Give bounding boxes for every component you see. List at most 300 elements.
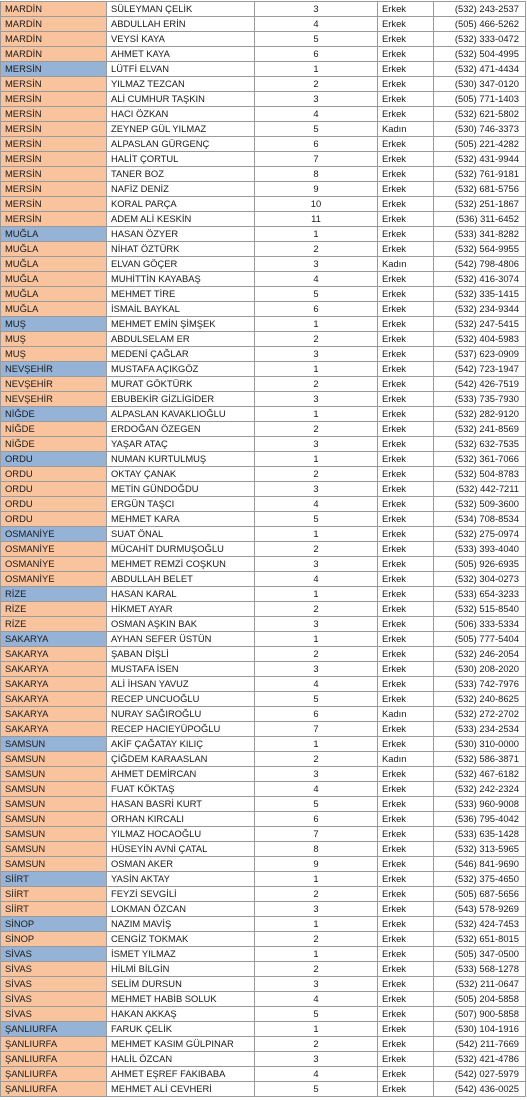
- table-row: [1, 602, 526, 617]
- table-row: [1, 572, 526, 587]
- city-cell: NEVŞEHİR: [1, 362, 107, 377]
- candidate-name-cell: NAZIM MAVİŞ: [107, 917, 255, 932]
- candidate-name-cell: AKİF ÇAĞATAY KILIÇ: [107, 737, 255, 752]
- phone-cell: (532) 375-4650: [434, 872, 526, 887]
- city-cell: SİVAS: [1, 962, 107, 977]
- phone-cell: (505) 466-5262: [434, 17, 526, 32]
- gender-cell: Erkek: [378, 527, 434, 542]
- gender-cell: Erkek: [378, 92, 434, 107]
- gender-cell: Erkek: [378, 842, 434, 857]
- phone-cell: (505) 347-0500: [434, 947, 526, 962]
- city-cell: SAMSUN: [1, 857, 107, 872]
- rank-cell: 5: [255, 122, 378, 137]
- table-row: [1, 17, 526, 32]
- table-row: [1, 962, 526, 977]
- phone-cell: (532) 681-5756: [434, 182, 526, 197]
- rank-cell: 3: [255, 257, 378, 272]
- table-row: [1, 557, 526, 572]
- gender-cell: Erkek: [378, 167, 434, 182]
- city-cell: SAMSUN: [1, 752, 107, 767]
- phone-cell: (532) 313-5965: [434, 842, 526, 857]
- city-cell: SAKARYA: [1, 692, 107, 707]
- table-row: [1, 782, 526, 797]
- city-cell: MARDİN: [1, 17, 107, 32]
- candidate-name-cell: ABDULSELAM ER: [107, 332, 255, 347]
- gender-cell: Kadın: [378, 752, 434, 767]
- candidate-name-cell: MURAT GÖKTÜRK: [107, 377, 255, 392]
- candidate-name-cell: CENGİZ TOKMAK: [107, 932, 255, 947]
- rank-cell: 1: [255, 587, 378, 602]
- gender-cell: Erkek: [378, 347, 434, 362]
- table-row: [1, 182, 526, 197]
- phone-cell: (532) 504-8783: [434, 467, 526, 482]
- rank-cell: 2: [255, 1037, 378, 1052]
- table-row: [1, 827, 526, 842]
- gender-cell: Erkek: [378, 437, 434, 452]
- gender-cell: Erkek: [378, 902, 434, 917]
- city-cell: SAMSUN: [1, 797, 107, 812]
- phone-cell: (505) 771-1403: [434, 92, 526, 107]
- city-cell: MARDİN: [1, 47, 107, 62]
- phone-cell: (532) 467-6182: [434, 767, 526, 782]
- gender-cell: Erkek: [378, 1067, 434, 1082]
- candidate-name-cell: HALİT ÇORTUL: [107, 152, 255, 167]
- gender-cell: Erkek: [378, 992, 434, 1007]
- table-row: [1, 617, 526, 632]
- rank-cell: 3: [255, 2, 378, 17]
- candidate-name-cell: VEYSİ KAYA: [107, 32, 255, 47]
- rank-cell: 4: [255, 17, 378, 32]
- rank-cell: 3: [255, 767, 378, 782]
- phone-cell: (530) 208-2020: [434, 662, 526, 677]
- city-cell: OSMANİYE: [1, 572, 107, 587]
- table-row: [1, 722, 526, 737]
- candidate-name-cell: MÜCAHİT DURMUŞOĞLU: [107, 542, 255, 557]
- phone-cell: (530) 746-3373: [434, 122, 526, 137]
- phone-cell: (533) 654-3233: [434, 587, 526, 602]
- gender-cell: Erkek: [378, 947, 434, 962]
- candidate-name-cell: ALİ CUMHUR TAŞKIN: [107, 92, 255, 107]
- rank-cell: 1: [255, 632, 378, 647]
- candidate-name-cell: MEHMET HABİB SOLUK: [107, 992, 255, 1007]
- phone-cell: (533) 960-9008: [434, 797, 526, 812]
- phone-cell: (536) 795-4042: [434, 812, 526, 827]
- table-row: [1, 872, 526, 887]
- table-row: [1, 752, 526, 767]
- table-row: [1, 512, 526, 527]
- rank-cell: 7: [255, 722, 378, 737]
- city-cell: MUĞLA: [1, 257, 107, 272]
- candidate-name-cell: AYHAN SEFER ÜSTÜN: [107, 632, 255, 647]
- phone-cell: (532) 282-9120: [434, 407, 526, 422]
- candidate-name-cell: MEHMET EMİN ŞİMŞEK: [107, 317, 255, 332]
- candidate-name-cell: HİKMET AYAR: [107, 602, 255, 617]
- table-body: [1, 2, 526, 1097]
- gender-cell: Erkek: [378, 572, 434, 587]
- city-cell: SİİRT: [1, 872, 107, 887]
- rank-cell: 2: [255, 377, 378, 392]
- city-cell: ŞANLIURFA: [1, 1037, 107, 1052]
- rank-cell: 4: [255, 497, 378, 512]
- rank-cell: 5: [255, 512, 378, 527]
- gender-cell: Erkek: [378, 152, 434, 167]
- candidate-name-cell: ALPASLAN KAVAKLIOĞLU: [107, 407, 255, 422]
- candidate-name-cell: İSMET YILMAZ: [107, 947, 255, 962]
- city-cell: SAKARYA: [1, 677, 107, 692]
- city-cell: MERSİN: [1, 197, 107, 212]
- candidate-name-cell: YASİN AKTAY: [107, 872, 255, 887]
- rank-cell: 6: [255, 47, 378, 62]
- candidate-name-cell: AHMET EŞREF FAKIBABA: [107, 1067, 255, 1082]
- rank-cell: 10: [255, 197, 378, 212]
- rank-cell: 7: [255, 152, 378, 167]
- rank-cell: 5: [255, 797, 378, 812]
- phone-cell: (546) 841-9690: [434, 857, 526, 872]
- city-cell: MERSİN: [1, 182, 107, 197]
- phone-cell: (532) 241-8569: [434, 422, 526, 437]
- candidate-name-cell: ALİ İHSAN YAVUZ: [107, 677, 255, 692]
- phone-cell: (532) 246-2054: [434, 647, 526, 662]
- rank-cell: 4: [255, 107, 378, 122]
- city-cell: MERSİN: [1, 107, 107, 122]
- city-cell: RİZE: [1, 602, 107, 617]
- table-row: [1, 542, 526, 557]
- candidate-name-cell: ABDULLAH BELET: [107, 572, 255, 587]
- phone-cell: (505) 777-5404: [434, 632, 526, 647]
- table-row: [1, 707, 526, 722]
- gender-cell: Kadın: [378, 257, 434, 272]
- phone-cell: (534) 708-8534: [434, 512, 526, 527]
- candidate-name-cell: HACI ÖZKAN: [107, 107, 255, 122]
- city-cell: SAMSUN: [1, 767, 107, 782]
- rank-cell: 2: [255, 932, 378, 947]
- phone-cell: (532) 211-0647: [434, 977, 526, 992]
- candidate-name-cell: NAFİZ DENİZ: [107, 182, 255, 197]
- gender-cell: Erkek: [378, 2, 434, 17]
- table-row: [1, 797, 526, 812]
- city-cell: MUĞLA: [1, 242, 107, 257]
- candidate-name-cell: NURAY SAĞIROĞLU: [107, 707, 255, 722]
- city-cell: NEVŞEHİR: [1, 392, 107, 407]
- gender-cell: Erkek: [378, 677, 434, 692]
- gender-cell: Erkek: [378, 1082, 434, 1097]
- phone-cell: (533) 742-7976: [434, 677, 526, 692]
- candidate-name-cell: RECEP HACIEYÜPOĞLU: [107, 722, 255, 737]
- phone-cell: (532) 242-2324: [434, 782, 526, 797]
- city-cell: MERSİN: [1, 212, 107, 227]
- gender-cell: Erkek: [378, 632, 434, 647]
- city-cell: SAKARYA: [1, 632, 107, 647]
- city-cell: SİVAS: [1, 1007, 107, 1022]
- gender-cell: Erkek: [378, 137, 434, 152]
- city-cell: SİNOP: [1, 932, 107, 947]
- phone-cell: (542) 798-4806: [434, 257, 526, 272]
- phone-cell: (542) 436-0025: [434, 1082, 526, 1097]
- gender-cell: Erkek: [378, 647, 434, 662]
- gender-cell: Erkek: [378, 392, 434, 407]
- table-row: [1, 857, 526, 872]
- rank-cell: 9: [255, 182, 378, 197]
- table-row: [1, 677, 526, 692]
- rank-cell: 3: [255, 662, 378, 677]
- gender-cell: Erkek: [378, 47, 434, 62]
- table-row: [1, 242, 526, 257]
- table-row: [1, 437, 526, 452]
- phone-cell: (532) 515-8540: [434, 602, 526, 617]
- table-row: [1, 362, 526, 377]
- gender-cell: Erkek: [378, 917, 434, 932]
- gender-cell: Erkek: [378, 212, 434, 227]
- table-row: [1, 32, 526, 47]
- gender-cell: Kadın: [378, 707, 434, 722]
- table-row: [1, 287, 526, 302]
- phone-cell: (533) 393-4040: [434, 542, 526, 557]
- city-cell: SİİRT: [1, 887, 107, 902]
- city-cell: SAMSUN: [1, 827, 107, 842]
- city-cell: SAMSUN: [1, 782, 107, 797]
- candidate-name-cell: ALPASLAN GÜRGENÇ: [107, 137, 255, 152]
- city-cell: OSMANİYE: [1, 527, 107, 542]
- phone-cell: (536) 311-6452: [434, 212, 526, 227]
- rank-cell: 2: [255, 242, 378, 257]
- phone-cell: (532) 404-5983: [434, 332, 526, 347]
- rank-cell: 4: [255, 272, 378, 287]
- candidate-name-cell: MEHMET ALİ CEVHERİ: [107, 1082, 255, 1097]
- city-cell: SAKARYA: [1, 662, 107, 677]
- table-row: [1, 737, 526, 752]
- city-cell: MERSİN: [1, 62, 107, 77]
- phone-cell: (532) 431-9944: [434, 152, 526, 167]
- gender-cell: Erkek: [378, 107, 434, 122]
- gender-cell: Erkek: [378, 302, 434, 317]
- gender-cell: Erkek: [378, 827, 434, 842]
- phone-cell: (543) 578-9269: [434, 902, 526, 917]
- rank-cell: 4: [255, 782, 378, 797]
- gender-cell: Erkek: [378, 1007, 434, 1022]
- candidate-name-cell: MUHİTTİN KAYABAŞ: [107, 272, 255, 287]
- phone-cell: (532) 509-3600: [434, 497, 526, 512]
- phone-cell: (542) 211-7669: [434, 1037, 526, 1052]
- phone-cell: (505) 687-5656: [434, 887, 526, 902]
- phone-cell: (532) 251-1867: [434, 197, 526, 212]
- city-cell: SİVAS: [1, 947, 107, 962]
- phone-cell: (542) 723-1947: [434, 362, 526, 377]
- rank-cell: 1: [255, 317, 378, 332]
- gender-cell: Erkek: [378, 197, 434, 212]
- city-cell: MERSİN: [1, 137, 107, 152]
- phone-cell: (532) 275-0974: [434, 527, 526, 542]
- rank-cell: 3: [255, 617, 378, 632]
- candidate-name-cell: LOKMAN ÖZCAN: [107, 902, 255, 917]
- gender-cell: Erkek: [378, 542, 434, 557]
- table-row: [1, 107, 526, 122]
- city-cell: MUĞLA: [1, 227, 107, 242]
- table-row: [1, 392, 526, 407]
- table-row: [1, 347, 526, 362]
- candidate-name-cell: HASAN ÖZYER: [107, 227, 255, 242]
- gender-cell: Erkek: [378, 797, 434, 812]
- city-cell: MERSİN: [1, 167, 107, 182]
- rank-cell: 2: [255, 542, 378, 557]
- phone-cell: (532) 442-7211: [434, 482, 526, 497]
- rank-cell: 5: [255, 287, 378, 302]
- phone-cell: (532) 243-2537: [434, 2, 526, 17]
- gender-cell: Erkek: [378, 812, 434, 827]
- rank-cell: 2: [255, 422, 378, 437]
- rank-cell: 5: [255, 692, 378, 707]
- rank-cell: 4: [255, 677, 378, 692]
- table-row: [1, 377, 526, 392]
- city-cell: SİVAS: [1, 977, 107, 992]
- gender-cell: Erkek: [378, 32, 434, 47]
- rank-cell: 1: [255, 407, 378, 422]
- gender-cell: Erkek: [378, 722, 434, 737]
- gender-cell: Erkek: [378, 857, 434, 872]
- table-row: [1, 317, 526, 332]
- city-cell: MERSİN: [1, 92, 107, 107]
- gender-cell: Erkek: [378, 587, 434, 602]
- phone-cell: (542) 027-5979: [434, 1067, 526, 1082]
- city-cell: MUĞLA: [1, 272, 107, 287]
- gender-cell: Erkek: [378, 962, 434, 977]
- rank-cell: 5: [255, 32, 378, 47]
- gender-cell: Erkek: [378, 287, 434, 302]
- gender-cell: Erkek: [378, 77, 434, 92]
- rank-cell: 4: [255, 572, 378, 587]
- rank-cell: 3: [255, 92, 378, 107]
- rank-cell: 1: [255, 452, 378, 467]
- table-row: [1, 302, 526, 317]
- table-row: [1, 62, 526, 77]
- city-cell: SAKARYA: [1, 722, 107, 737]
- city-cell: ŞANLIURFA: [1, 1067, 107, 1082]
- gender-cell: Erkek: [378, 512, 434, 527]
- candidate-name-cell: OSMAN AŞKIN BAK: [107, 617, 255, 632]
- city-cell: SAMSUN: [1, 812, 107, 827]
- city-cell: MARDİN: [1, 2, 107, 17]
- rank-cell: 3: [255, 347, 378, 362]
- phone-cell: (506) 333-5334: [434, 617, 526, 632]
- rank-cell: 3: [255, 482, 378, 497]
- phone-cell: (532) 416-3074: [434, 272, 526, 287]
- candidate-name-cell: HASAN BASRİ KURT: [107, 797, 255, 812]
- table-row: [1, 452, 526, 467]
- phone-cell: (532) 504-4995: [434, 47, 526, 62]
- phone-cell: (532) 247-5415: [434, 317, 526, 332]
- rank-cell: 3: [255, 1052, 378, 1067]
- candidate-name-cell: KORAL PARÇA: [107, 197, 255, 212]
- city-cell: MERSİN: [1, 152, 107, 167]
- gender-cell: Erkek: [378, 422, 434, 437]
- city-cell: OSMANİYE: [1, 557, 107, 572]
- gender-cell: Erkek: [378, 407, 434, 422]
- candidate-name-cell: TANER BOZ: [107, 167, 255, 182]
- table-row: [1, 422, 526, 437]
- table-row: [1, 152, 526, 167]
- candidate-name-cell: YAŞAR ATAÇ: [107, 437, 255, 452]
- phone-cell: (532) 632-7535: [434, 437, 526, 452]
- candidate-name-cell: RECEP UNCUOĞLU: [107, 692, 255, 707]
- city-cell: NİĞDE: [1, 407, 107, 422]
- gender-cell: Erkek: [378, 557, 434, 572]
- phone-cell: (532) 564-9955: [434, 242, 526, 257]
- rank-cell: 6: [255, 707, 378, 722]
- rank-cell: 3: [255, 437, 378, 452]
- rank-cell: 2: [255, 647, 378, 662]
- table-row: [1, 197, 526, 212]
- table-row: [1, 227, 526, 242]
- gender-cell: Erkek: [378, 1037, 434, 1052]
- city-cell: SİVAS: [1, 992, 107, 1007]
- gender-cell: Erkek: [378, 497, 434, 512]
- city-cell: SAMSUN: [1, 737, 107, 752]
- rank-cell: 7: [255, 827, 378, 842]
- table-row: [1, 122, 526, 137]
- city-cell: MARDİN: [1, 32, 107, 47]
- rank-cell: 9: [255, 857, 378, 872]
- rank-cell: 3: [255, 902, 378, 917]
- table-row: [1, 842, 526, 857]
- phone-cell: (530) 347-0120: [434, 77, 526, 92]
- gender-cell: Erkek: [378, 482, 434, 497]
- rank-cell: 4: [255, 1067, 378, 1082]
- phone-cell: (532) 421-4786: [434, 1052, 526, 1067]
- table-row: [1, 167, 526, 182]
- table-row: [1, 1037, 526, 1052]
- candidate-name-cell: AHMET DEMİRCAN: [107, 767, 255, 782]
- table-row: [1, 332, 526, 347]
- phone-cell: (505) 926-6935: [434, 557, 526, 572]
- rank-cell: 1: [255, 1022, 378, 1037]
- phone-cell: (530) 104-1916: [434, 1022, 526, 1037]
- rank-cell: 6: [255, 812, 378, 827]
- rank-cell: 11: [255, 212, 378, 227]
- city-cell: NİĞDE: [1, 422, 107, 437]
- gender-cell: Erkek: [378, 467, 434, 482]
- gender-cell: Erkek: [378, 767, 434, 782]
- rank-cell: 3: [255, 392, 378, 407]
- candidate-name-cell: ADEM ALİ KESKİN: [107, 212, 255, 227]
- table-row: [1, 497, 526, 512]
- candidate-name-cell: FUAT KÖKTAŞ: [107, 782, 255, 797]
- table-row: [1, 587, 526, 602]
- phone-cell: (533) 735-7930: [434, 392, 526, 407]
- gender-cell: Kadın: [378, 122, 434, 137]
- rank-cell: 8: [255, 842, 378, 857]
- table-row: [1, 887, 526, 902]
- phone-cell: (532) 240-8625: [434, 692, 526, 707]
- candidate-name-cell: HİLMİ BİLGİN: [107, 962, 255, 977]
- candidate-name-cell: MUSTAFA AÇIKGÖZ: [107, 362, 255, 377]
- candidate-name-cell: HASAN KARAL: [107, 587, 255, 602]
- candidate-name-cell: ZEYNEP GÜL YILMAZ: [107, 122, 255, 137]
- city-cell: MUŞ: [1, 347, 107, 362]
- rank-cell: 1: [255, 227, 378, 242]
- gender-cell: Erkek: [378, 362, 434, 377]
- city-cell: ŞANLIURFA: [1, 1082, 107, 1097]
- city-cell: ORDU: [1, 497, 107, 512]
- gender-cell: Erkek: [378, 692, 434, 707]
- table-row: [1, 902, 526, 917]
- rank-cell: 3: [255, 557, 378, 572]
- table-row: [1, 92, 526, 107]
- gender-cell: Erkek: [378, 227, 434, 242]
- city-cell: ORDU: [1, 452, 107, 467]
- candidate-name-cell: AHMET KAYA: [107, 47, 255, 62]
- rank-cell: 8: [255, 167, 378, 182]
- city-cell: ŞANLIURFA: [1, 1052, 107, 1067]
- city-cell: MERSİN: [1, 77, 107, 92]
